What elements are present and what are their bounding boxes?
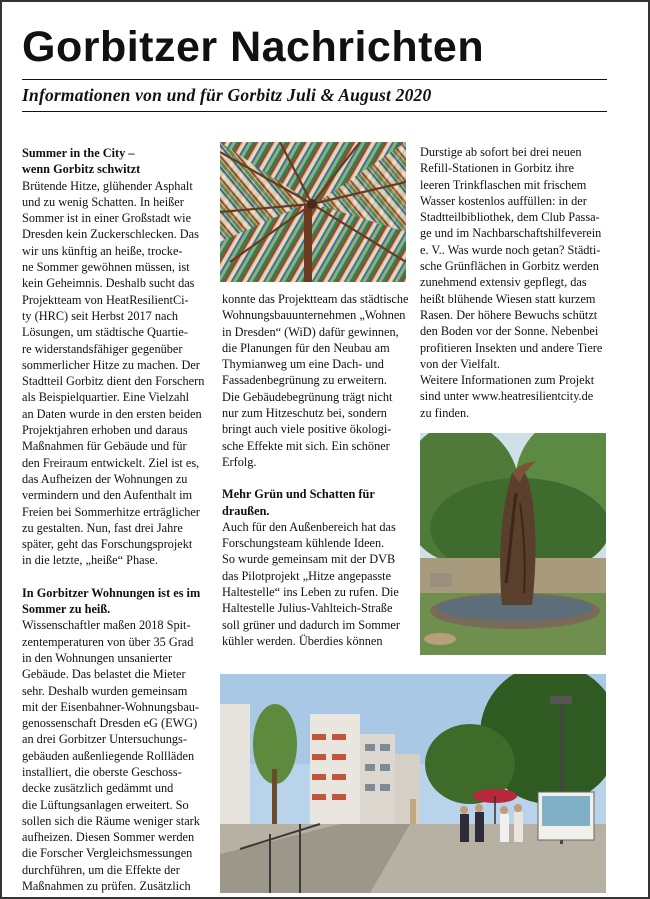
text-line: sommerlicher Hitze zu machen. Der [22, 357, 200, 372]
article-heading-summer: Summer in the City – [22, 146, 135, 160]
text-line: gebäuden außenliegende Rollläden [22, 748, 195, 763]
text-line: sche Grünflächen in Gorbitz werden [420, 259, 599, 274]
title-rule-top [22, 79, 607, 80]
text-line: sind unter www.heatresilientcity.de [420, 389, 594, 404]
text-line: leeren Trinkflaschen mit frischem [420, 177, 587, 192]
text-line: das Aufheizen der Wohnungen zu [22, 471, 188, 486]
text-line: in Dresden“ (WiD) dafür gewinnen, [222, 324, 399, 339]
article-heading-outdoors-2: draußen. [222, 503, 270, 518]
newspaper-subtitle: Informationen von und für Gorbitz Juli & August 2020 [22, 85, 432, 105]
text-line: soll grüner und dadurch im Sommer [222, 617, 400, 632]
text-line: Projektteam von HeatResilientCi- [22, 292, 189, 307]
text-line: Wasser kostenlos auffüllen: in der [420, 193, 587, 208]
text-line: das Pilotprojekt „Hitze angepasste [222, 568, 392, 583]
umbrella-photo [220, 142, 406, 282]
article-body-outdoors [222, 519, 412, 649]
text-line: sehr. Deshalb wurden gemeinsam [22, 683, 188, 698]
article-body-greening [222, 291, 412, 470]
text-line: an Daten wurde in den ersten beiden [22, 406, 202, 421]
text-line: Wissenschaftler maßen 2018 Spit- [22, 618, 191, 633]
text-line: die Forscher Vergleichsmessungen [22, 846, 193, 861]
title-rule-bottom [22, 111, 607, 112]
text-line: und zu wenig Schatten. In heißer [22, 194, 184, 209]
text-line: an drei Gorbitzer Untersuchungs- [22, 732, 187, 747]
text-line: Wohnungsbauunternehmen „Wohnen [222, 308, 406, 323]
text-line: e. V.. Was wurde noch getan? Städti- [420, 242, 601, 257]
text-line: von der Vielfalt. [420, 356, 500, 371]
article-body-intro [22, 178, 212, 569]
article-body-apartments [22, 617, 212, 894]
text-line: Forschungsteam kühlende Ideen. [222, 536, 385, 551]
text-line: re widerstandsfähiger gegenüber [22, 341, 183, 356]
text-line: die Planungen für den Neubau am [222, 340, 390, 355]
text-line: zunehmend extensiv gepflegt, das [420, 275, 587, 290]
newspaper-title: Gorbitzer Nachrichten [22, 23, 485, 71]
text-line: Dresden kein Zuckerschlecken. Das [22, 227, 199, 242]
text-line: kein Geheimnis. Deshalb sucht das [22, 276, 195, 291]
text-line: vermindern und den Aufenthalt im [22, 488, 193, 503]
text-line: durchführen, um die Effekte der [22, 862, 180, 877]
text-line: aufheizen. Diesen Sommer werden [22, 830, 195, 845]
text-line: ty (HRC) seit Herbst 2017 nach [22, 308, 179, 323]
text-line: als Beispielquartier. Eine Vielzahl [22, 390, 190, 405]
text-line: sche Effekte mit sich. Ein schöner [222, 438, 390, 453]
article-body-refill [420, 144, 610, 421]
text-line: Erfolg. [222, 454, 257, 469]
text-line: genossenschaft Dresden eG (EWG) [22, 716, 198, 731]
text-line: wir uns künftig an heiße, trocke- [22, 243, 183, 258]
text-line: kühler werden. Überdies können [222, 633, 383, 648]
text-line: Sommer ist in einer Großstadt wie [22, 211, 192, 226]
text-line: Stadtteilbibliothek, dem Club Passa- [420, 210, 600, 225]
text-line: mit der Eisenbahner-Wohnungsbau- [22, 699, 200, 714]
text-line: Refill-Stationen in Gorbitz ihre [420, 161, 575, 176]
text-line: Gebäude. Das belastet die Mieter [22, 667, 186, 682]
text-line: Freien bei Sommerhitze erträglicher [22, 504, 200, 519]
text-line: So wurde gemeinsam mit der DVB [222, 552, 396, 567]
text-line: Haltestelle Julius-Vahlteich-Straße [222, 601, 393, 616]
text-line: Die Gebäudebegrünung trägt nicht [222, 389, 393, 404]
text-line: die Lüftungsanlagen erweitert. So [22, 797, 189, 812]
article-heading-summer-2: wenn Gorbitz schwitzt [22, 162, 141, 177]
text-line: sollen sich die Räume weniger stark [22, 813, 200, 828]
text-line: Fassadenbegrünung zu erweitern. [222, 373, 387, 388]
text-line: den Freiraum entwickelt. Ziel ist es, [22, 455, 200, 470]
article-heading-outdoors: Mehr Grün und Schatten für [222, 487, 375, 502]
text-line: decke zusätzlich gedämmt und [22, 781, 174, 796]
text-line: in die letzte, „heiße“ Phase. [22, 553, 158, 568]
text-line: den Boden vor der Sonne. Nebenbei [420, 324, 599, 339]
article-heading-apartments: In Gorbitzer Wohnungen ist es im [22, 585, 201, 600]
text-line: bringt auch viele positive ökologi- [222, 422, 392, 437]
text-line: konnte das Projektteam das städtische [222, 292, 409, 306]
text-line: heißt blühende Wiesen statt kurzem [420, 291, 596, 306]
text-line: Weitere Informationen zum Projekt [420, 373, 595, 388]
text-line: Durstige ab sofort bei drei neuen [420, 145, 582, 159]
text-line: Projektjahren erhoben und daraus [22, 423, 188, 438]
text-line: später, geht das Forschungsprojekt [22, 537, 193, 552]
article-heading-apartments-2: Sommer zu heiß. [22, 602, 111, 617]
text-line: Rasen. Der höhere Bewuchs schützt [420, 307, 598, 322]
tram-stop-photo [220, 674, 606, 893]
text-line: zentemperaturen von über 35 Grad [22, 634, 194, 649]
text-line: zu finden. [420, 405, 470, 420]
text-line: Stadtteil Gorbitz dient den Forschern [22, 374, 205, 389]
text-line: in den Wohnungen unsanierter [22, 650, 173, 665]
text-line: ge und im Nachbarschaftshilfeverein [420, 226, 602, 241]
column-3 [420, 144, 610, 421]
text-line: ne Sommer gewöhnen müssen, ist [22, 260, 190, 275]
column-2 [222, 291, 412, 649]
text-line: Brütende Hitze, glühender Asphalt [22, 178, 193, 193]
text-line: Lösungen, um städtische Quartie- [22, 325, 188, 340]
column-1 [22, 145, 212, 894]
text-line: Haltestelle“ ins Leben zu rufen. Die [222, 585, 399, 600]
text-line: Thymianweg um eine Dach- und [222, 357, 384, 372]
text-line: Maßnahmen für Gebäude und für [22, 439, 187, 454]
fountain-sculpture-photo [420, 433, 606, 655]
text-line: Auch für den Außenbereich hat das [222, 519, 396, 534]
text-line: profitieren Insekten und andere Tiere [420, 340, 603, 355]
text-line: Maßnahmen zu prüfen. Zusätzlich [22, 879, 191, 894]
text-line: zu gestalten. Nun, fast drei Jahre [22, 520, 183, 535]
text-line: installiert, die oberste Geschoss- [22, 764, 182, 779]
text-line: nur zum Hitzeschutz bei, sondern [222, 406, 387, 421]
